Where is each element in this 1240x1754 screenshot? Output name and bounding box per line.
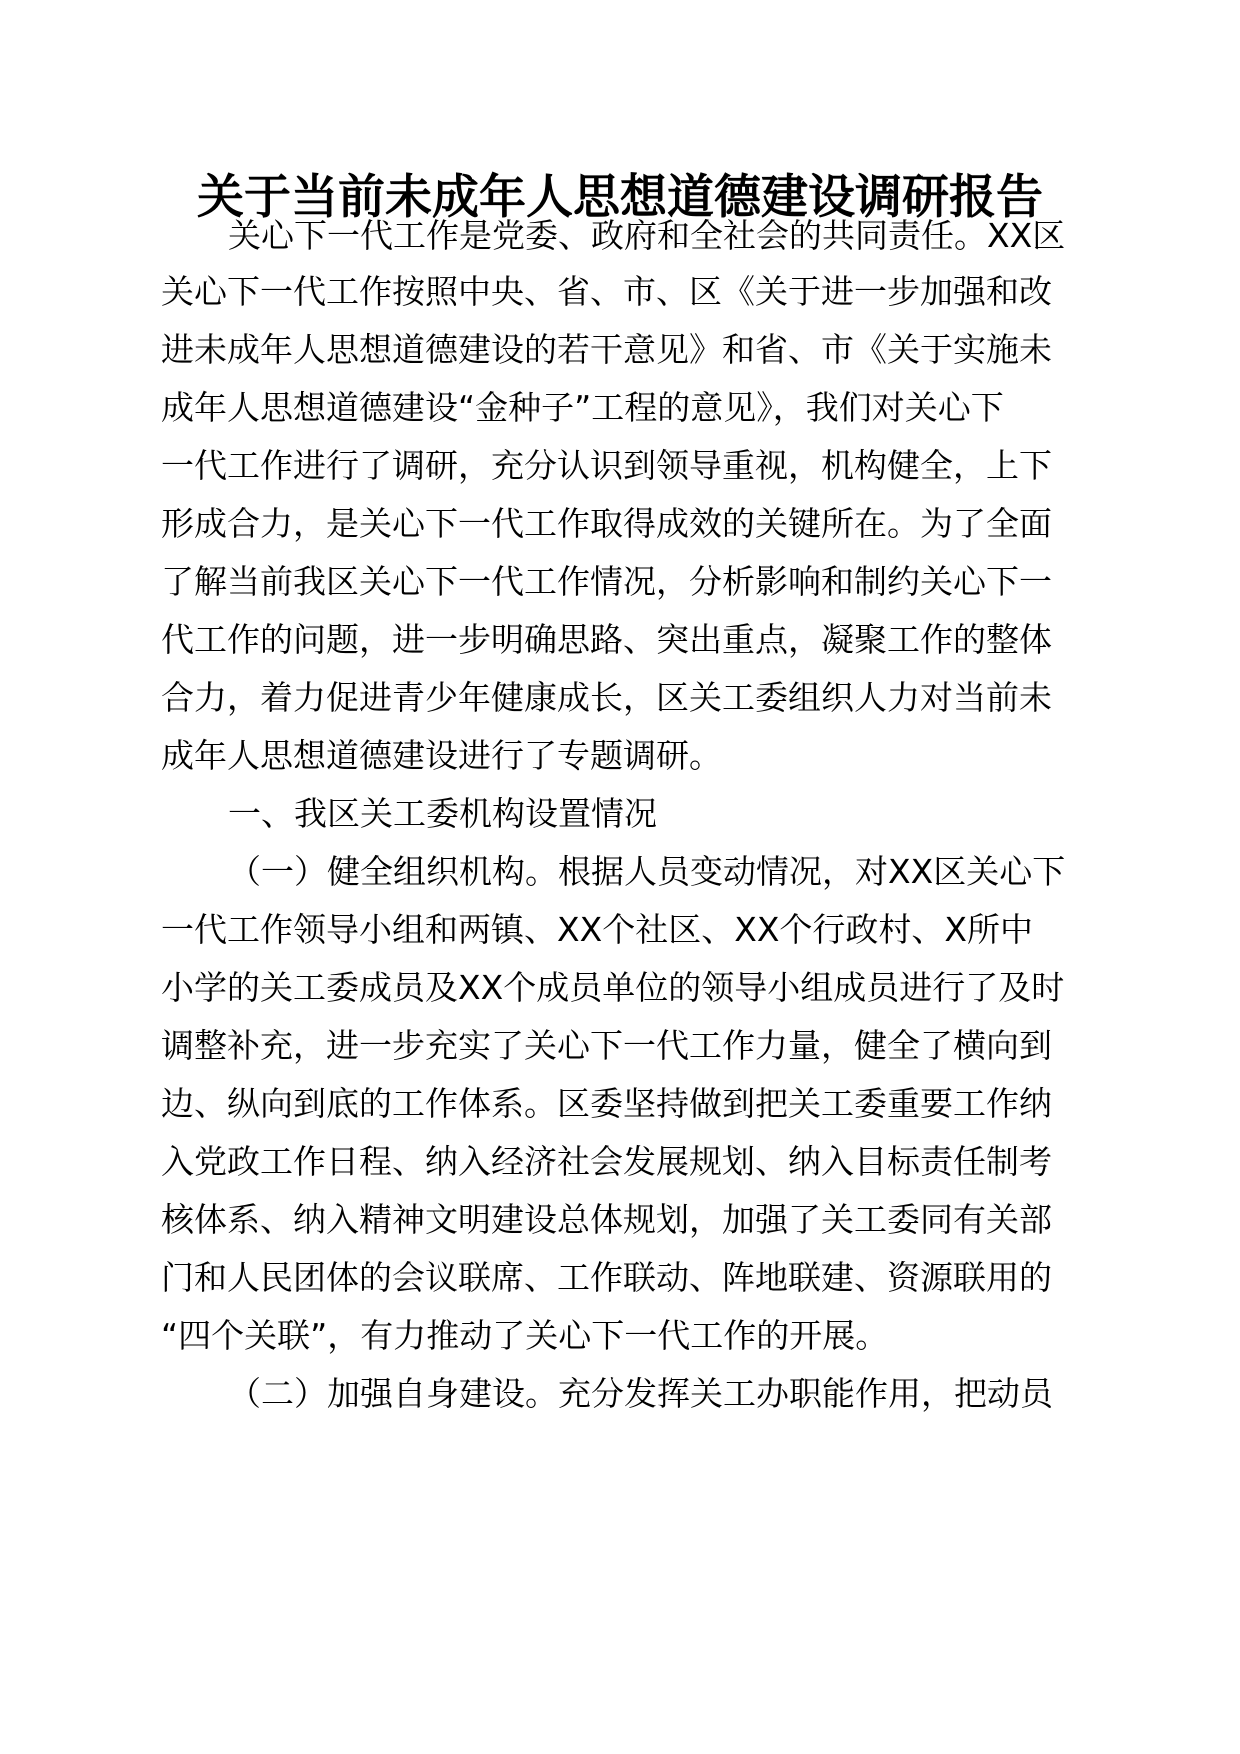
paragraph-line: （二）加强自身建设。充分发挥关工办职能作用，把动员 (228, 1374, 1053, 1413)
paragraph-line: 入党政工作日程、纳入经济社会发展规划、纳入目标责任制考 (161, 1142, 1052, 1181)
paragraph-line: 关心下一代工作是党委、政府和全社会的共同责任。XX区 (228, 216, 1066, 255)
paragraph-line: 成年人思想道德建设进行了专题调研。 (161, 736, 722, 775)
paragraph-line: （一）健全组织机构。根据人员变动情况，对XX区关心下 (228, 852, 1066, 891)
paragraph-line: 一代工作领导小组和两镇、XX个社区、XX个行政村、X所中 (161, 910, 1034, 949)
paragraph-line: 门和人民团体的会议联席、工作联动、阵地联建、资源联用的 (161, 1258, 1052, 1297)
paragraph-line: 一代工作进行了调研，充分认识到领导重视，机构健全，上下 (161, 446, 1052, 485)
paragraph-line: 调整补充，进一步充实了关心下一代工作力量，健全了横向到 (161, 1026, 1052, 1065)
paragraph-line: 成年人思想道德建设“金种子”工程的意见》，我们对关心下 (161, 388, 1004, 427)
paragraph-line: 合力，着力促进青少年健康成长，区关工委组织人力对当前未 (161, 678, 1052, 717)
paragraph-line: 代工作的问题，进一步明确思路、突出重点，凝聚工作的整体 (161, 620, 1052, 659)
paragraph-line: 核体系、纳入精神文明建设总体规划，加强了关工委同有关部 (161, 1200, 1052, 1239)
document-title: 关于当前未成年人思想道德建设调研报告 (197, 170, 1043, 225)
paragraph-line: 形成合力，是关心下一代工作取得成效的关键所在。为了全面 (161, 504, 1052, 543)
paragraph-line: 了解当前我区关心下一代工作情况，分析影响和制约关心下一 (161, 562, 1052, 601)
paragraph-line: 关心下一代工作按照中央、省、市、区《关于进一步加强和改 (161, 272, 1052, 311)
paragraph-line: 边、纵向到底的工作体系。区委坚持做到把关工委重要工作纳 (161, 1084, 1052, 1123)
section-heading: 一、我区关工委机构设置情况 (228, 794, 657, 833)
paragraph-line: 进未成年人思想道德建设的若干意见》和省、市《关于实施未 (161, 330, 1052, 369)
paragraph-line: 小学的关工委成员及XX个成员单位的领导小组成员进行了及时 (161, 968, 1065, 1007)
paragraph-line: “四个关联”，有力推动了关心下一代工作的开展。 (161, 1316, 889, 1355)
